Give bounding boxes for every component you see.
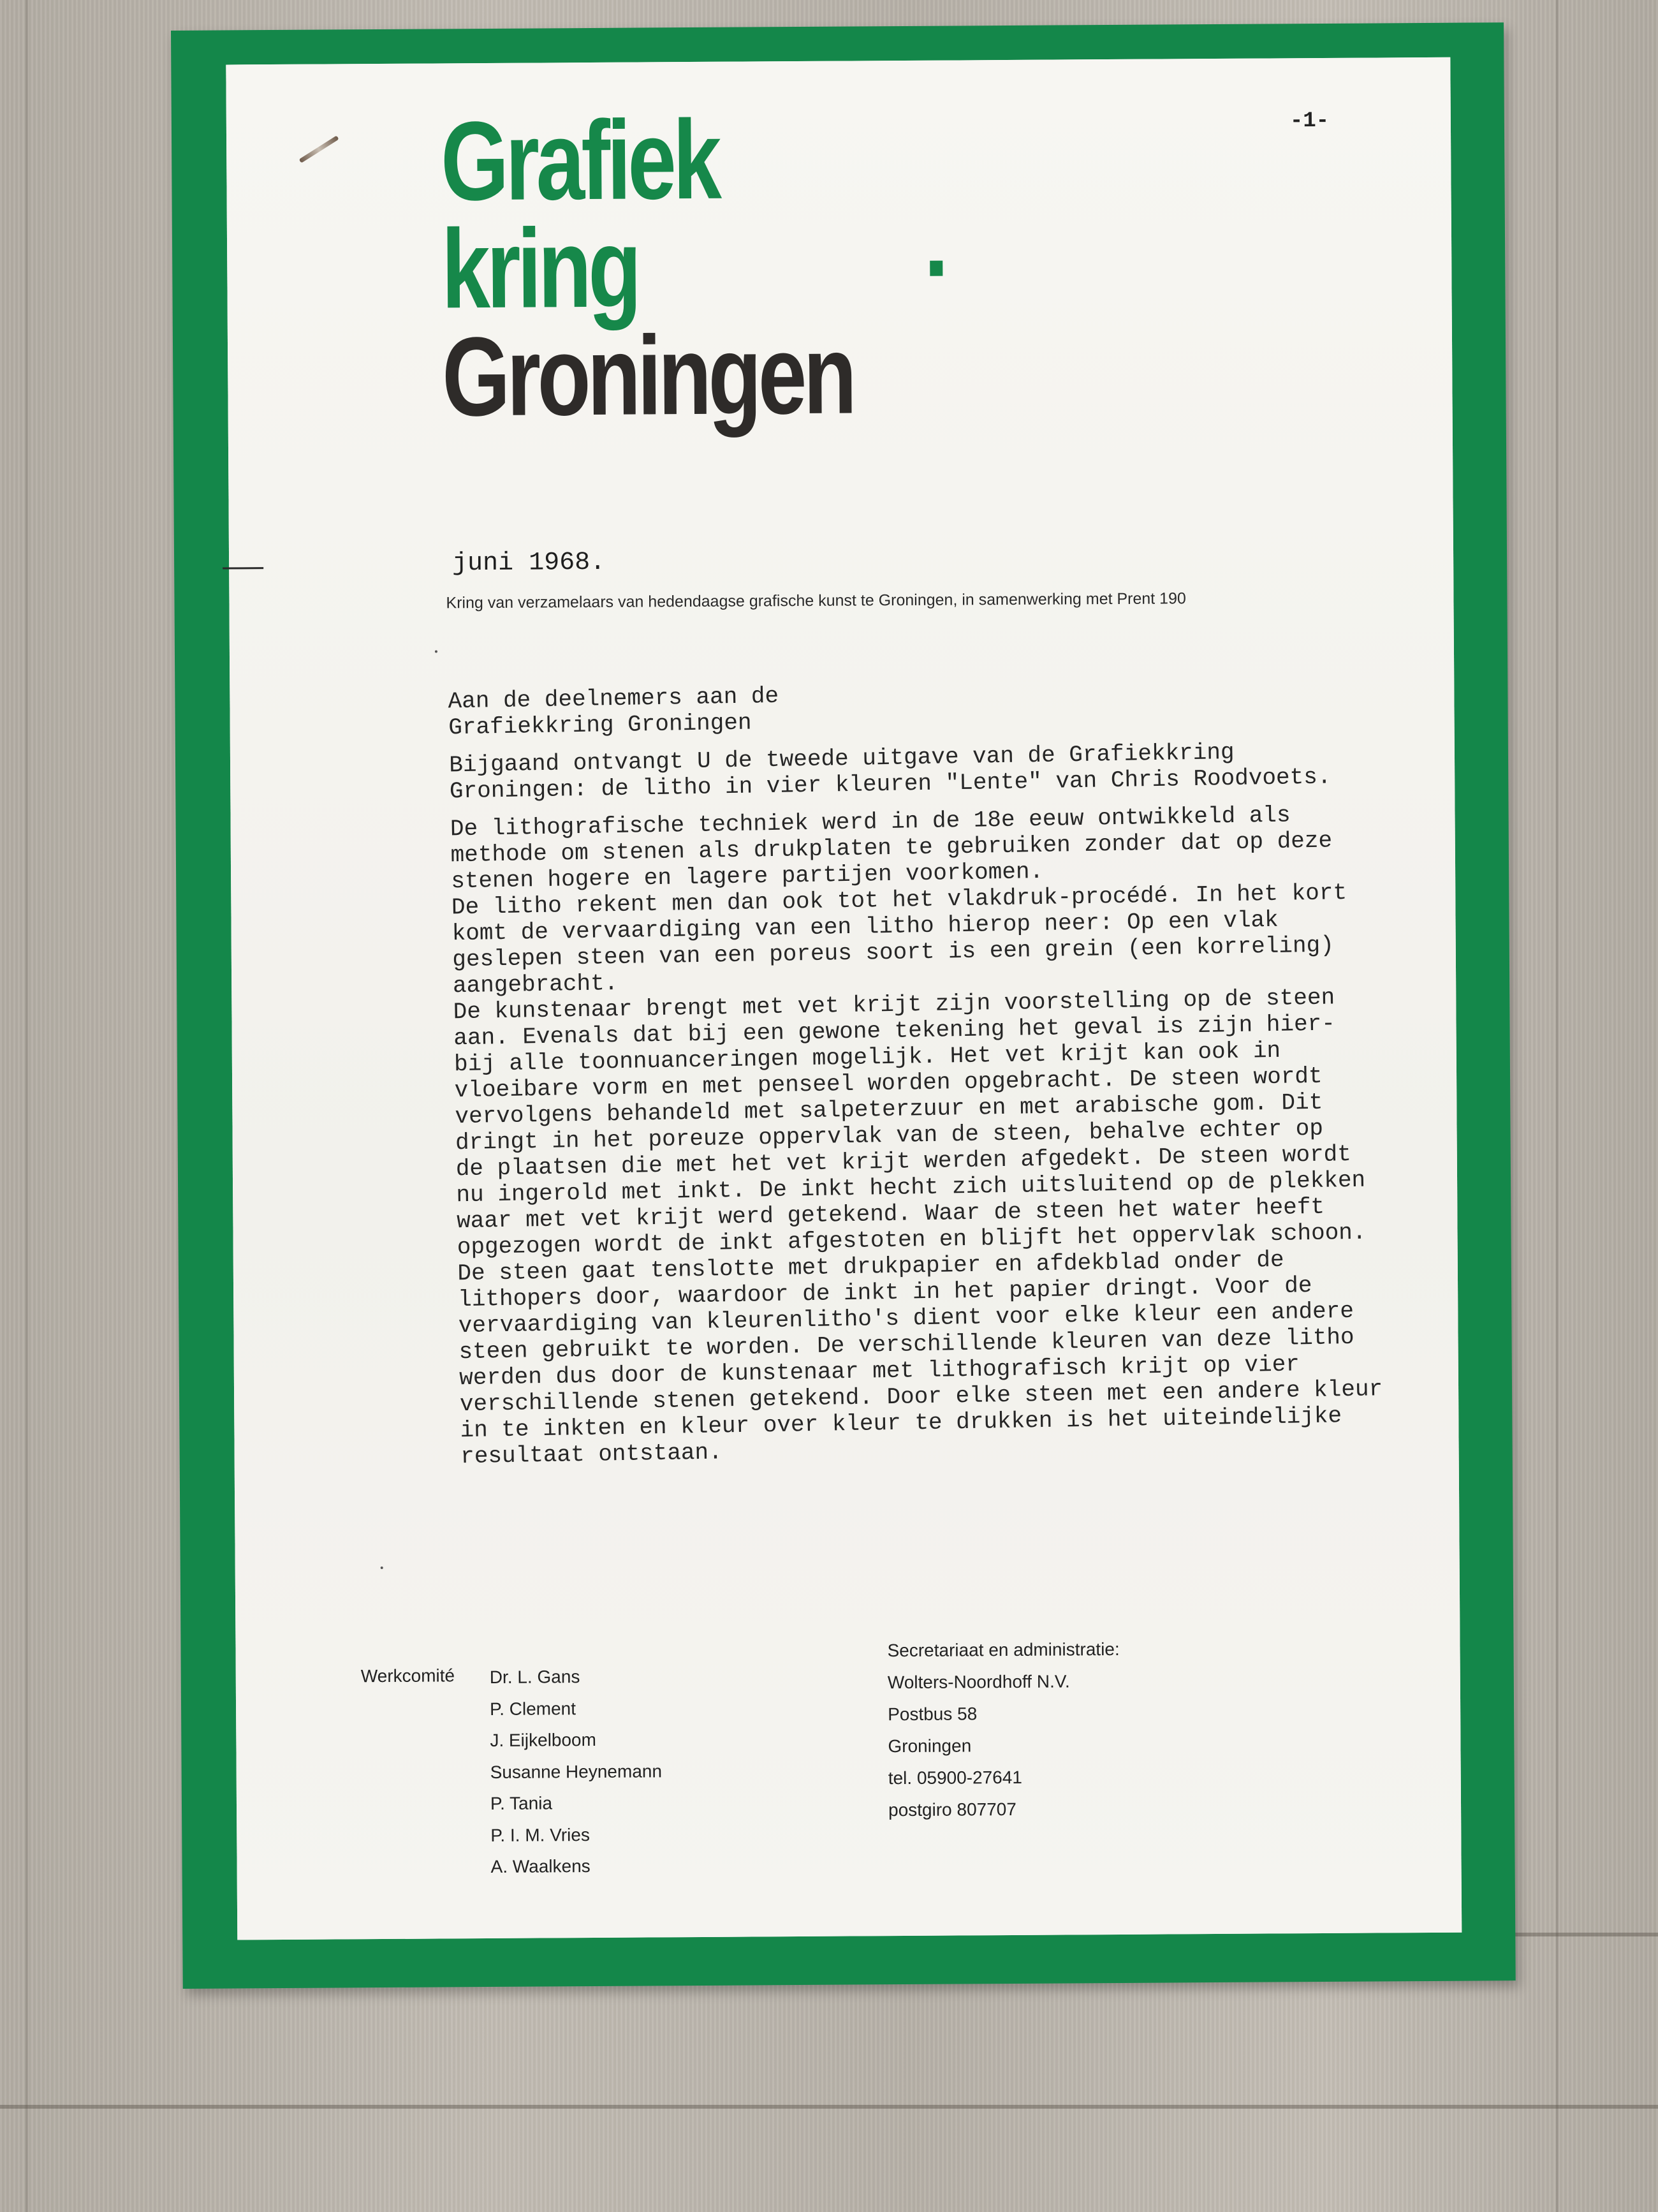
committee-members	[490, 1660, 663, 1882]
floor-seam	[0, 2105, 1658, 2109]
letter-intro: Bijgaand ontvangt U de tweede uitgave van de Grafiekkring Groningen: de litho in vier kleuren "Lente" van Chris Roodvoets.	[448, 739, 1332, 805]
staple-icon	[299, 135, 339, 163]
green-border-sheet	[171, 22, 1516, 1989]
secretariat-heading: Secretariaat en administratie:	[887, 1639, 1120, 1661]
committee-member: A. Waalkens	[490, 1856, 591, 1877]
letter-paper	[226, 57, 1462, 1940]
committee-member: Dr. L. Gans	[489, 1667, 580, 1687]
committee-member: J. Eijkelboom	[490, 1729, 596, 1750]
fold-mark	[223, 567, 263, 569]
secretariat-giro: postgiro 807707	[888, 1799, 1016, 1820]
logo-square-mark	[930, 261, 943, 276]
committee-member: P. I. M. Vries	[490, 1824, 590, 1845]
logo-line-1: Grafiek	[440, 97, 719, 225]
paper-speck	[381, 1567, 383, 1569]
secretariat-address	[887, 1633, 1120, 1826]
logo-line-2: kring	[441, 205, 639, 332]
logo-grafiekkring-groningen	[440, 97, 854, 440]
letterhead-tagline: Kring van verzamelaars van hedendaagse grafische kunst te Groningen, in samenwerking met Prent 190	[446, 589, 1186, 612]
page-number: -1-	[1289, 108, 1330, 134]
committee-label: Werkcomité	[360, 1665, 455, 1686]
floor-board-line	[1556, 0, 1559, 2212]
committee-member: P. Clement	[489, 1698, 576, 1719]
letter-main-paragraph: De lithografische techniek werd in de 18e eeuw ontwikkeld als methode om stenen als drukplaten te gebruiken zonder dat op deze stenen hogere en lagere partijen voorkomen. De litho rekent men dan ook tot het vlakdruk-procédé. In het kort komt de vervaardiging van een litho hierop neer: Op een vlak geslepen steen van een poreus soort is een grein (een korreling) aangebracht. De kunstenaar brengt met vet krijt zijn voorstelling op de steen aan. Evenals dat bij een gewone tekening het geval is zijn hier- bij alle toonnuanceringen mogelijk. Het vet krijt kan ook in vloeibare vorm en met penseel worden opgebracht. De steen wordt vervolgens behandeld met salpeterzuur en met arabische gom. Dit dringt in het poreuze oppervlak van de steen, behalve echter op de plaatsen die met het vet krijt werden afgedekt. De steen wordt nu ingerold met inkt. De inkt hecht zich uitsluitend op de plekken waar met vet krijt werd getekend. Waar de steen het water heeft opgezogen wordt de inkt afgestoten en blijft het oppervlak schoon. De steen gaat tenslotte met drukpapier en afdekblad onder de lithopers door, waardoor de inkt in het papier dringt. Voor de vervaardiging van kleurenlitho's dient voor elke kleur een andere steen gebruikt te worden. De verschillende kleuren van deze litho werden dus door de kunstenaar met lithografisch krijt op vier verschillende stenen getekend. Door elke steen met een andere kleur in te inkten en kleur over kleur te drukken is het uiteindelijke resultaat ontstaan.	[450, 802, 1383, 1470]
secretariat-phone: tel. 05900-27641	[888, 1767, 1023, 1788]
logo-line-3: Groningen	[441, 312, 854, 440]
paper-speck	[435, 650, 437, 653]
secretariat-company: Wolters-Noordhoff N.V.	[887, 1671, 1070, 1693]
letter-date: juni 1968.	[451, 548, 606, 579]
secretariat-city: Groningen	[888, 1736, 972, 1757]
secretariat-postbox: Postbus 58	[888, 1704, 978, 1725]
letter-salutation: Aan de deelnemers aan de Grafiekkring Groningen	[448, 682, 779, 741]
committee-member: Susanne Heynemann	[490, 1760, 663, 1782]
committee-member: P. Tania	[490, 1793, 553, 1813]
floor-board-line	[26, 0, 28, 2212]
letter-body	[448, 672, 1455, 1482]
